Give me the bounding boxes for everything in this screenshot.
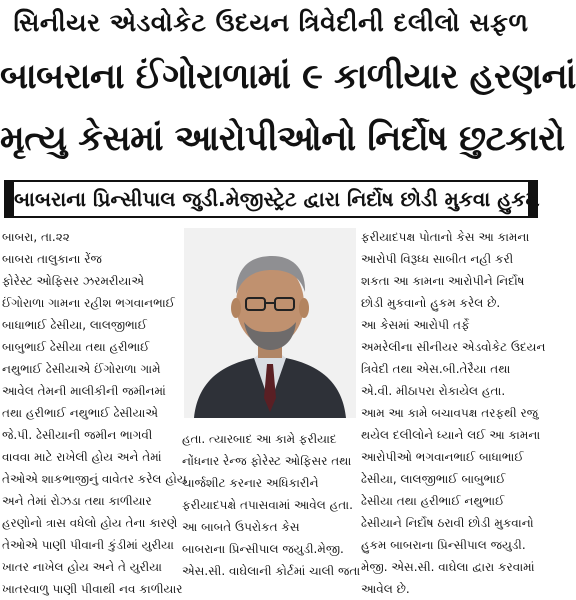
body-line: ત્રિવેદી તથા એસ.બી.તેરૈયા તથા xyxy=(361,362,511,376)
body-line: ઢેસીયા તથા હરીભાઈ નથુભાઈ xyxy=(361,494,505,508)
body-line: તેઓએ શાકભાજીનું વાવેતર કરેલ હોય xyxy=(2,472,187,486)
body-line: હતા. ત્યારબાદ આ કામે ફરીયાદ xyxy=(182,432,337,446)
body-line: તેઓએ પાણી પીવાની કુંડીમાં યુરીયા xyxy=(2,538,174,552)
main-headline-line-2: મૃત્યુ કેસમાં આરોપીઓનો નિર્દોષ છુટકારો xyxy=(0,119,565,159)
body-line: ચાર્જશીટ કરનાર અધિકારીને xyxy=(182,476,319,490)
body-line: થયેલ દલીલોને ધ્યાને લઈ આ કામના xyxy=(361,428,541,442)
body-line: અને તેમાં રોઝડા તથા કાળીયાર xyxy=(2,494,152,508)
main-headline-line-1: બાબરાના ઈંગોરાળામાં ૯ કાળીયાર હરણનાં xyxy=(0,57,576,97)
body-line: જે.પી. ઢેસીયાની જમીન ભાગવી xyxy=(2,428,153,442)
body-line: આરોપી વિરૂધ્ધ સાબીત નહી કરી xyxy=(361,252,514,266)
body-line: ખાતર નાખેલ હોય અને તે યુરીયા xyxy=(2,560,163,574)
kicker-headline: સિનીયર એડવોકેટ ઉદયન ત્રિવેદીની દલીલો સફળ xyxy=(13,8,529,37)
body-line: આવેલ તેમની માલીકીની જમીનમાં xyxy=(2,384,166,398)
body-line: અમરેલીના સીનીયર એડવોકેટ ઉદયન xyxy=(361,340,546,354)
body-line: ફરીયાદપક્ષે તપાસવામાં આવેલ હતા. xyxy=(182,498,353,512)
body-line: મેજી. એસ.સી. વાઘેલા દ્વારા કરવામાં xyxy=(361,560,535,574)
body-line: બાબુભાઈ ઢેસીયા તથા હરીભાઈ xyxy=(2,340,150,354)
body-line: બાબરાના પ્રિન્સીપાલ જયુડી.મેજી. xyxy=(182,542,344,556)
body-line: ઈંગોરાળા ગામના રહીશ ભગવાનભાઈ xyxy=(2,296,175,310)
body-line: આ કેસમાં આરોપી તર્ફે xyxy=(361,318,470,332)
body-line: હુકમ બાબરાના પ્રિન્સીપાલ જયુડી. xyxy=(361,538,526,552)
body-line: ફરીયાદપક્ષ પોતાનો કેસ આ કામના xyxy=(361,230,530,244)
body-line: શકતા આ કામના આરોપીને નિર્દોષ xyxy=(361,274,525,288)
body-line: ઢેસીયાને નિર્દોષ ઠરાવી છોડી મુકવાનો xyxy=(361,516,534,530)
body-line: નથુભાઈ ઢેસીયાએ ઈંગોરાળા ગામે xyxy=(2,362,161,376)
body-line: ખાતરવાળુ પાણી પીવાથી નવ કાળીયાર xyxy=(2,582,183,596)
body-line: આ બાબતે ઉપરોકત કેસ xyxy=(182,520,300,534)
article-column-left xyxy=(2,226,187,600)
body-line: વાવવા માટે રાખેલી હોય અને તેમાં xyxy=(2,450,162,464)
body-line: બાબરા તાલુકાના રેંજ xyxy=(2,252,102,266)
body-line: એ.વી. મીઠાપરા રોકાયેલ હતા. xyxy=(361,384,506,398)
body-line: આવેલ છે. xyxy=(361,582,410,596)
body-line: નોંધનાર રેન્જ ફોરેસ્ટ ઓફિસર તથા xyxy=(182,454,352,468)
body-line: આમ આ કામે બચાવપક્ષ તરફથી રજુ xyxy=(361,406,539,420)
article-column-right xyxy=(361,226,546,600)
body-line: એસ.સી. વાઘેલાની કોર્ટમાં ચાલી જતા xyxy=(182,564,361,578)
body-line: બાધાભાઈ ઢેસીયા, લાલજીભાઈ xyxy=(2,318,147,332)
dateline: બાબરા, તા.૨૨ xyxy=(2,230,70,244)
body-line: હરણોનો ત્રાસ વધેલો હોય તેના કારણે xyxy=(2,516,178,530)
body-line: ઢેસીયા, લાલજીભાઈ બાબુભાઈ xyxy=(361,472,506,486)
advocate-portrait-photo xyxy=(184,228,356,418)
body-line: તથા હરીભાઈ નથુભાઈ ઢેસીયાએ xyxy=(2,406,159,420)
portrait-icon xyxy=(184,228,356,418)
body-line: છોડી મુકવાનો હુકમ કરેલ છે. xyxy=(361,296,501,310)
article-column-middle xyxy=(182,428,361,582)
body-line: આરોપીઓ ભગવાનભાઈ બાધાભાઈ xyxy=(361,450,524,464)
deck-subheadline: બાબરાના પ્રિન્સીપાલ જુડી.મેજીસ્ટ્રેટ દ્વારા નિર્દોષ છોડી મુકવા હુકમ xyxy=(4,180,538,218)
body-line: ફોરેસ્ટ ઓફિસર ઝરમરીયાએ xyxy=(2,274,144,288)
